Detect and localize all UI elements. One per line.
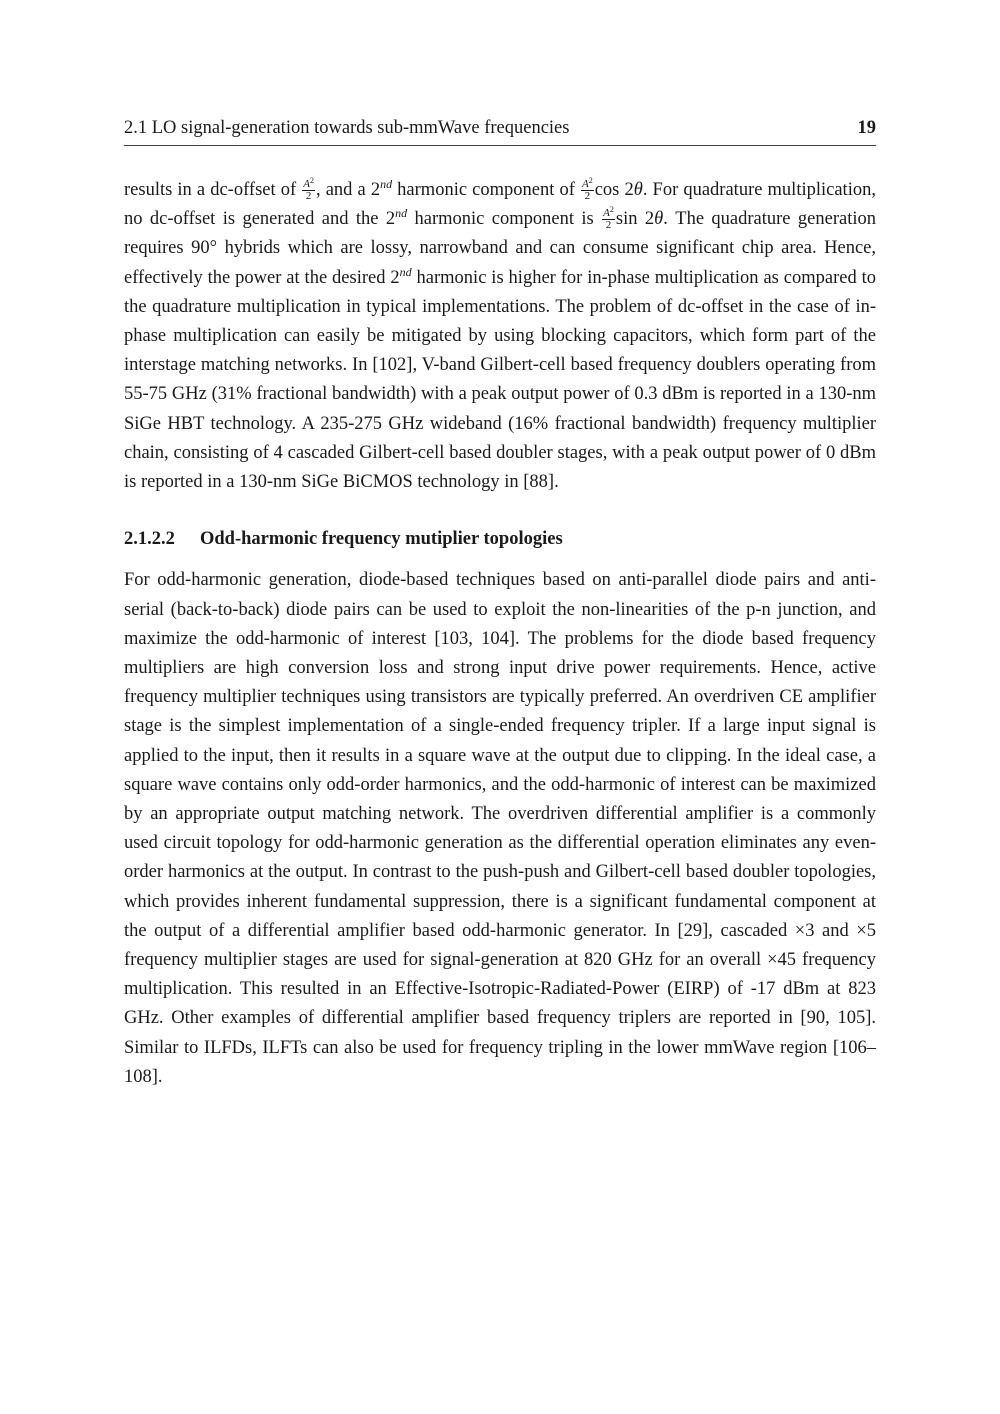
text-run: , and a 2: [315, 180, 381, 200]
text-run: harmonic component is: [407, 209, 602, 230]
text-run: results in a dc-offset of: [124, 180, 302, 200]
text-run: . The quadrature generation requires 90° hybrids which are lossy, narrowband and can consume significant chip area. Hence, effectively the power at the desired 2: [124, 209, 876, 288]
page-number: 19: [857, 118, 876, 138]
running-title: 2.1 LO signal-generation towards sub-mmWave frequencies: [124, 118, 570, 138]
fraction-a2-over-2: $\frac{A^2}{2}$: [603, 205, 614, 232]
text-run: harmonic is higher for in-phase multiplication as compared to the quadrature multiplication in typical implementations. The problem of dc-offset in the case of in-phase multiplication can easily be mitigated by using blocking capacitors, which form part of the interstage matching networks. In [102], V-band Gilbert-cell based frequency doublers operating from 55-75 GHz (31% fractional bandwidth) with a peak output power of 0.3 dBm is reported in a 130-nm SiGe HBT technology. A 235-275 GHz wideband (16% fractional bandwidth) frequency multiplier chain, consisting of 4 cascaded Gilbert-cell based doubler stages, with a peak output power of 0 dBm is reported in a 130-nm SiGe BiCMOS technology in [88].: [124, 267, 877, 493]
section-title: Odd-harmonic frequency mutiplier topologies: [200, 529, 563, 550]
paragraph-2: For odd-harmonic generation, diode-based techniques based on anti-parallel diode pairs and anti-serial (back-to-back) diode pairs can be used to exploit the non-linearities of the p-n junction, and maximize the odd-harmonic of interest [103, 104]. The problems for the diode based frequency multipliers are high conversion loss and strong input drive power requirements. Hence, active frequency multiplier techniques using transistors are typically preferred. An overdriven CE amplifier stage is the simplest implementation of a single-ended frequency tripler. If a large input signal is applied to the input, then it results in a square wave at the output due to clipping. In the ideal case, a square wave contains only odd-order harmonics, and the odd-harmonic of interest can be maximized by an appropriate output matching network. The overdriven differential amplifier is a commonly used circuit topology for odd-harmonic generation as the differential operation eliminates any even-order harmonics at the output. In contrast to the push-push and Gilbert-cell based doubler topologies, which provides inherent fundamental suppression, there is a significant fundamental component at the output of a differential amplifier based odd-harmonic generator. In [29], cascaded ×3 and ×5 frequency multiplier stages are used for signal-generation at 820 GHz for an overall ×45 frequency multiplication. This resulted in an Effective-Isotropic-Radiated-Power (EIRP) of -17 dBm at 823 GHz. Other examples of differential amplifier based frequency triplers are reported in [90, 105]. Similar to ILFDs, ILFTs can also be used for frequency tripling in the lower mmWave region [106–108].: [124, 570, 876, 1087]
body-text: [124, 176, 876, 1092]
running-header: [124, 118, 876, 146]
page: [124, 118, 876, 1092]
section-heading: [124, 525, 876, 554]
ordinal-suffix: nd: [395, 206, 408, 221]
fraction-a2-over-2: $\frac{A^2}{2}$: [581, 176, 593, 203]
cos-term: cos 2θ: [594, 180, 643, 200]
text-run: . For quadrature multiplication, no dc-offset is generated and the 2: [124, 180, 876, 230]
section-number: 2.1.2.2: [124, 529, 175, 550]
ordinal-suffix: nd: [399, 264, 412, 279]
sin-term: sin 2θ: [615, 209, 664, 230]
ordinal-suffix: nd: [380, 177, 393, 191]
fraction-a2-over-2: $\frac{A^2}{2}$: [303, 176, 314, 203]
text-run: harmonic component of: [392, 180, 580, 200]
paragraph-1: [124, 176, 876, 497]
